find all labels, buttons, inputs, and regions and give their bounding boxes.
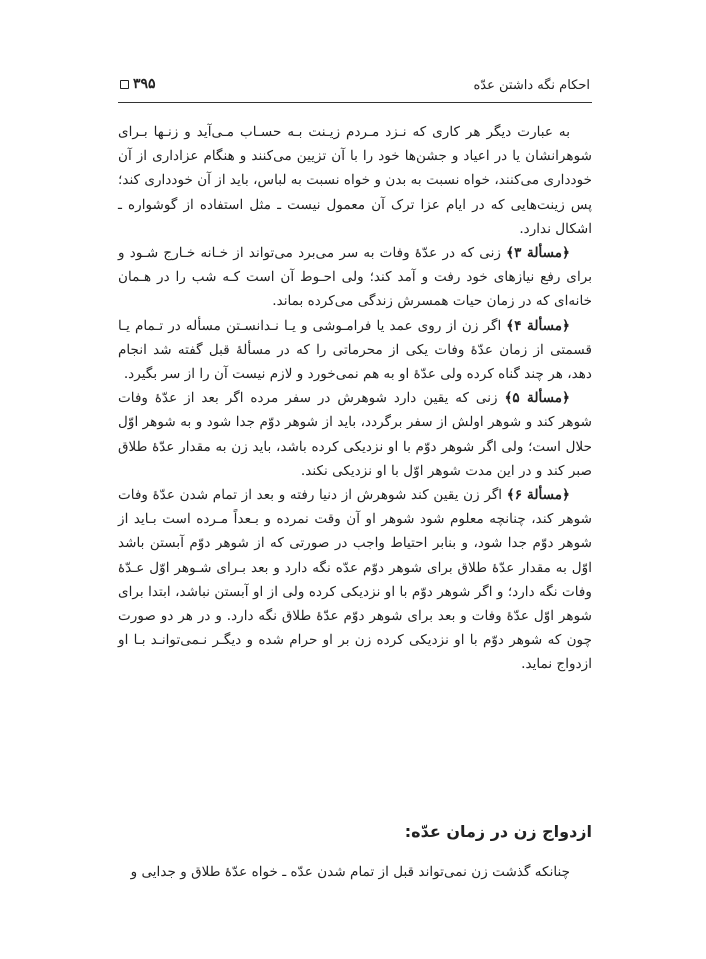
main-text — [118, 120, 592, 677]
issue-label: ﴿مسألة ۳﴾ — [506, 245, 570, 262]
issue-label: ﴿مسألة ۵﴾ — [504, 390, 570, 407]
header-divider — [118, 102, 592, 103]
issue-paragraph-5 — [118, 386, 592, 483]
section-paragraph: چنانکه گذشت زن نمی‌تواند قبل از تمام شدن عدّه ـ خواه عدّهٔ طلاق و جدایی و — [130, 864, 570, 880]
section-heading: ازدواج زن در زمان عدّه: — [404, 822, 592, 841]
issue-label: ﴿مسألة ۴﴾ — [506, 317, 570, 334]
paragraph-text: زنی که یقین دارد شوهرش در سفر مرده اگر بعد از عدّهٔ وفات شوهر کند و شوهر اولش از سفر برگردد، باید از شوهر دوّم جدا شود و به شوهر اوّل حلال است؛ ولی اگر شوهر دوّم با او نزدیکی کرده باشد، باید زن به مقدار عدّهٔ طلاق صبر کند و در این مدت شوهر اوّل با او نزدیکی نکند. — [118, 390, 592, 479]
page-number-block — [120, 76, 156, 92]
paragraph-continuation — [118, 120, 592, 241]
page-number: ۳۹۵ — [133, 76, 156, 92]
running-header — [120, 76, 590, 100]
issue-paragraph-3 — [118, 241, 592, 314]
page-box-icon — [120, 80, 129, 89]
paragraph-text: به عبارت دیگر هر کاری که نـزد مـردم زیـنت بـه حسـاب مـی‌آید و زنـها بـرای شوهرانشان یا در اعیاد و جشن‌ها خود را با آن تزیین می‌کنند و هنگام عزاداری از آن خودداری می‌کنند، خواه نسبت به بدن و خواه نسبت به لباس، باید از آن خودداری کند؛ پس زینت‌هایی که در ایام عزا ترک آن معمول نیست ـ مثل استفاده از گوشواره ـ اشکال ندارد. — [118, 124, 592, 237]
issue-label: ﴿مسألة ۶﴾ — [506, 487, 570, 504]
running-header-title: احکام نگه داشتن عدّه — [473, 78, 590, 93]
paragraph-text: اگر زن یقین کند شوهرش از دنیا رفته و بعد از تمام شدن عدّهٔ وفات شوهر کند، چنانچه معلوم شود شوهر او آن وقت نمرده و بـعداً مـرده است بـاید از شوهر دوّم جدا شود، و بنابر احتیاط واجب در صورتی که از شوهر دوّم آبستن باشد اوّل به مقدار عدّهٔ طلاق برای شوهر دوّم عدّه نگه دارد و بعد بـرای شـوهر اوّل عـدّهٔ وفات نگه دارد؛ و اگر شوهر دوّم با او نزدیکی کرده ولی از او آبستن نباشد، ابتدا برای شوهر اوّل عدّهٔ وفات و بعد برای شوهر دوّم عدّهٔ طلاق نگه دارد. و در هر دو صورت چون که شوهر دوّم با او نزدیکی کرده زن بر او حرام شده و دیگـر نـمی‌توانـد بـا او ازدواج نماید. — [118, 487, 592, 673]
paragraph-text: اگر زن از روی عمد یا فرامـوشی و یـا نـدانسـتن مسأله در تـمام یـا قسمتی از زمان عدّهٔ وفات یکی از محرماتی را که در مسألهٔ قبل گفته شد انجام دهد، هر چند گناه کرده ولی عدّهٔ او به هم نمی‌خورد و لازم نیست آن را از سر بگیرد. — [118, 317, 592, 383]
issue-paragraph-4 — [118, 314, 592, 387]
paragraph-text: زنی که در عدّهٔ وفات به سر می‌برد می‌تواند از خـانه خـارج شـود و برای رفع نیازهای خود رفت و آمد کند؛ ولی احـوط آن است کـه شب را در هـمان خانه‌ای که در زمان حیات همسرش زندگی می‌کرده بماند. — [118, 245, 592, 310]
issue-paragraph-6 — [118, 483, 592, 677]
